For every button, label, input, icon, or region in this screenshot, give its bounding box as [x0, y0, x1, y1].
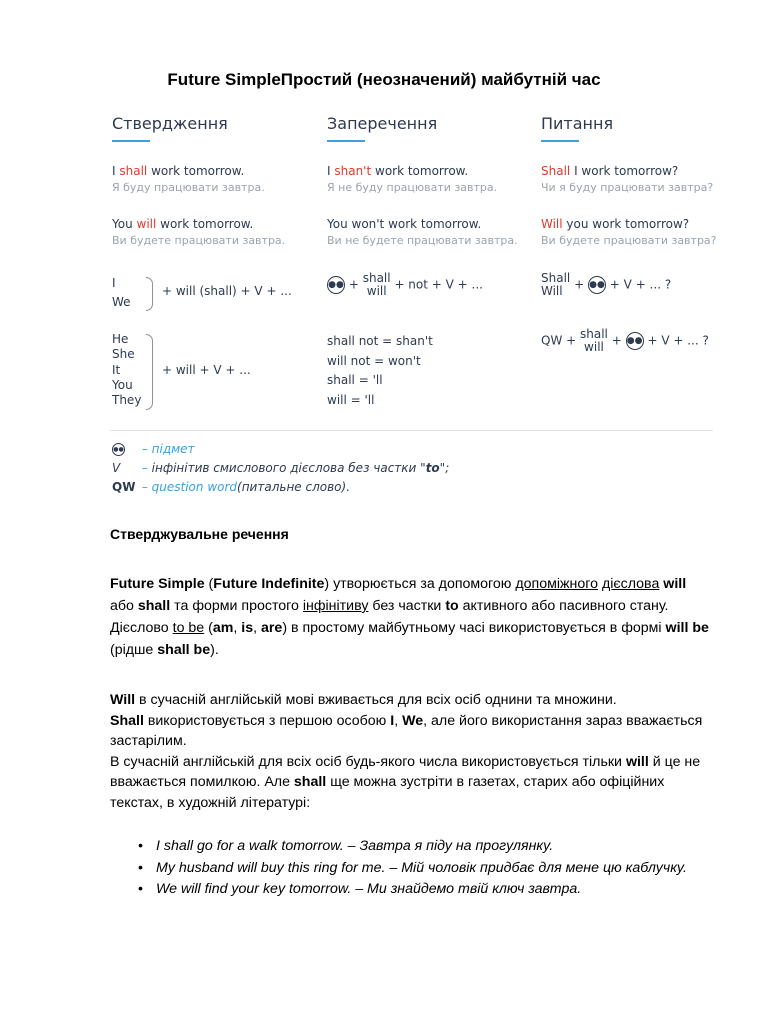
- question-formula-1: Shall Will + ●● + V + ... ?: [541, 271, 672, 298]
- example-1: Shall I work tomorrow? Чи я буду працювати завтра?: [541, 164, 714, 194]
- example-1: I shan't work tomorrow. Я не буду працювати завтра.: [327, 164, 498, 194]
- example-2: Will you work tomorrow? Ви будете працювати завтра?: [541, 217, 717, 247]
- list-item: • I shall go for a walk tomorrow. – Завтра я піду на прогулянку.: [110, 836, 710, 858]
- translation: Чи я буду працювати завтра?: [541, 181, 714, 194]
- list-item: • My husband will buy this ring for me. – Мій чоловік придбає для мене цю каблучку.: [110, 858, 710, 880]
- subject-smiley-icon: ●●: [327, 276, 345, 294]
- link-verb[interactable]: дієслова: [601, 576, 660, 592]
- legend-verb: V – інфінітив смислового дієслова без частки "to";: [112, 461, 450, 475]
- formula-2: + will + V + ...: [162, 363, 251, 377]
- link-infinitive[interactable]: інфінітиву: [302, 598, 369, 614]
- subject-smiley-icon: ●●: [626, 332, 644, 350]
- example-2: You will work tomorrow. Ви будете працювати завтра.: [112, 217, 286, 247]
- legend: [112, 440, 449, 497]
- heading-underline: [112, 140, 150, 142]
- translation: Я буду працювати завтра.: [112, 181, 265, 194]
- contractions-list: shall not = shan't will not = won't shall = 'll will = 'll: [327, 334, 433, 407]
- legend-subject: ●● – підмет: [113, 442, 195, 456]
- paragraph-usage: Will в сучасній англійській мові вживається для всіх осіб однини та множини. Shall використовується з першою особою I, We, але його використання зараз вважається застарілим. В сучасній англійській для всіх осіб будь-якого числа використовується тільки will й це не вважається помилкою. Але shall ще можна зустріти в газетах, старих або офіційних текстах, в художній літературі:: [110, 692, 703, 811]
- brace-icon: [146, 277, 153, 311]
- translation: Я не буду працювати завтра.: [327, 181, 498, 194]
- subject-smiley-icon: ●●: [112, 443, 125, 456]
- subject-smiley-icon: ●●: [588, 276, 606, 294]
- question-formula-2: QW + shall will + ●● + V + ... ?: [541, 327, 709, 354]
- paragraph-formation: Future Simple (Future Indefinite) утворюється за допомогою допоміжного дієслова will або shall та форми простого інфінітиву без частки to активного або пасивного стану. Дієслово to be (am, is, are) в простому майбутньому часі використовується в формі will be (рідше shall be).: [110, 576, 709, 658]
- pronoun-group-1: I We: [112, 276, 131, 309]
- divider: [110, 430, 713, 431]
- heading-underline: [327, 140, 365, 142]
- formula-1: + will (shall) + V + ...: [162, 284, 292, 298]
- translation: Ви будете працювати завтра.: [112, 234, 286, 247]
- negative-formula: ●● + shall will + not + V + ...: [328, 271, 483, 298]
- legend-question-word: QW – question word(питальне слово).: [112, 480, 351, 494]
- example-1: I shall work tomorrow. Я буду працювати завтра.: [112, 164, 265, 194]
- column-heading: Ствердження: [112, 114, 228, 133]
- example-list: [110, 836, 710, 901]
- page-title: Future SimpleПростий (неозначений) майбутній час: [167, 70, 601, 89]
- list-item: • We will find your key tomorrow. – Ми знайдемо твій ключ завтра.: [110, 879, 710, 901]
- example-2: You won't work tomorrow. Ви не будете працювати завтра.: [327, 217, 518, 247]
- link-auxiliary[interactable]: допоміжного: [515, 576, 599, 592]
- heading-underline: [541, 140, 579, 142]
- pronoun-group-2: He She It You They: [112, 332, 142, 408]
- translation: Ви будете працювати завтра?: [541, 234, 717, 247]
- grammar-card: [110, 112, 715, 432]
- translation: Ви не будете працювати завтра.: [327, 234, 518, 247]
- column-heading: Заперечення: [327, 114, 438, 133]
- link-to-be[interactable]: to be: [172, 620, 205, 636]
- brace-icon: [146, 334, 153, 410]
- column-heading: Питання: [541, 114, 614, 133]
- section-heading: Стверджувальне речення: [110, 526, 289, 542]
